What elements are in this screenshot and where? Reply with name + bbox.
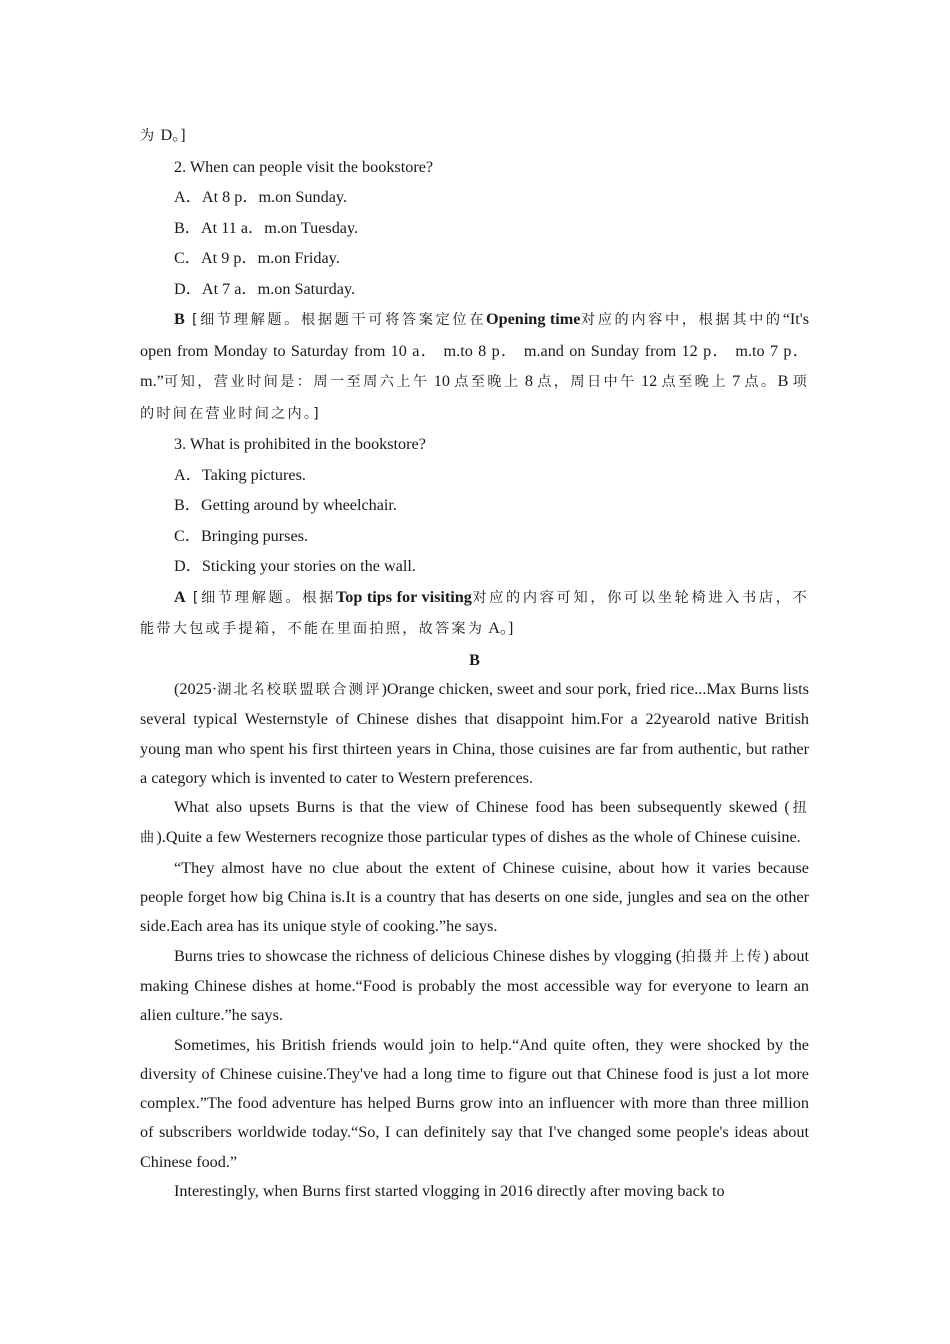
q2-explanation: B [细节理解题。根据题干可将答案定位在Opening time对应的内容中，根据其中的“It's open from Monday to Saturday from 10 a． m.to 8 p． m.and on Sunday from 12 p． m.to 7 p． m.”可知，营业时间是：周一至周六上午 10 点至晚上 8 点，周日中午 12 点至晚上 7 点。B 项的时间在营业时间之内。] [140, 310, 810, 422]
q3-question: 3. What is prohibited in the bookstore? [174, 435, 426, 453]
q1-explanation-tail: 为 D。] [140, 126, 186, 144]
q2-option-a: A．At 8 p．m.on Sunday. [174, 188, 347, 206]
q3-option-d: D．Sticking your stories on the wall. [174, 557, 416, 575]
passage-paragraph-2: What also upsets Burns is that the view of Chinese food has been subsequently skewed (扭曲).Quite a few Westerners recognize those particular types of dishes as the whole of Chinese cuisine. [140, 798, 809, 847]
passage-paragraph-1: (2025·湖北名校联盟联合测评)Orange chicken, sweet and sour pork, fried rice...Max Burns lists several typical Westernstyle of Chinese dishes that disappoint him.For a 22yearold native British young man who spent his first thirteen years in China, those cuisines are far from authentic, but rather a category which is invented to cater to Western preferences. [140, 680, 809, 787]
q2-option-c: C．At 9 p．m.on Friday. [174, 249, 340, 267]
q3-option-b: B．Getting around by wheelchair. [174, 496, 397, 514]
source-label: 湖北名校联盟联合测评 [217, 682, 382, 698]
passage-paragraph-4: Burns tries to showcase the richness of delicious Chinese dishes by vlogging (拍摄并上传) about making Chinese dishes at home.“Food is probably the most accessible way for everyone to learn an alien culture.”he says. [140, 946, 809, 1025]
q3-option-c: C．Bringing purses. [174, 526, 308, 545]
q2-question: 2. When can people visit the bookstore? [174, 157, 434, 176]
passage-paragraph-3: “They almost have no clue about the extent of Chinese cuisine, about how it varies because people forget how big China is.It is a country that has deserts on one side, jungles and sea on the other side.Each area has its unique style of cooking.”he says. [140, 858, 809, 936]
passage-paragraph-6: Interestingly, when Burns first started vlogging in 2016 directly after moving back to [174, 1182, 725, 1201]
q2-option-d: D．At 7 a．m.on Saturday. [174, 279, 356, 298]
q2-option-b: B．At 11 a．m.on Tuesday. [174, 218, 359, 237]
q2-answer-letter: B [174, 310, 185, 328]
q3-answer-letter: A [174, 587, 186, 606]
passage-paragraph-5: Sometimes, his British friends would join to help.“And quite often, they were shocked by the diversity of Chinese cuisine.They've had a long time to figure out that Chinese food is just a lot more complex.”The food adventure has helped Burns grow into an influencer with more than three million of subscribers worldwide today.“So, I can definitely say that I've changed some people's ideas about Chinese food.” [140, 1035, 809, 1171]
document-body [140, 120, 809, 1206]
q3-option-a: A．Taking pictures. [174, 465, 306, 484]
section-heading: B [469, 650, 480, 669]
q3-explanation: A [细节理解题。根据Top tips for visiting对应的内容可知，你可以坐轮椅进入书店，不能带大包或手提箱，不能在里面拍照，故答案为 A。] [140, 587, 809, 637]
